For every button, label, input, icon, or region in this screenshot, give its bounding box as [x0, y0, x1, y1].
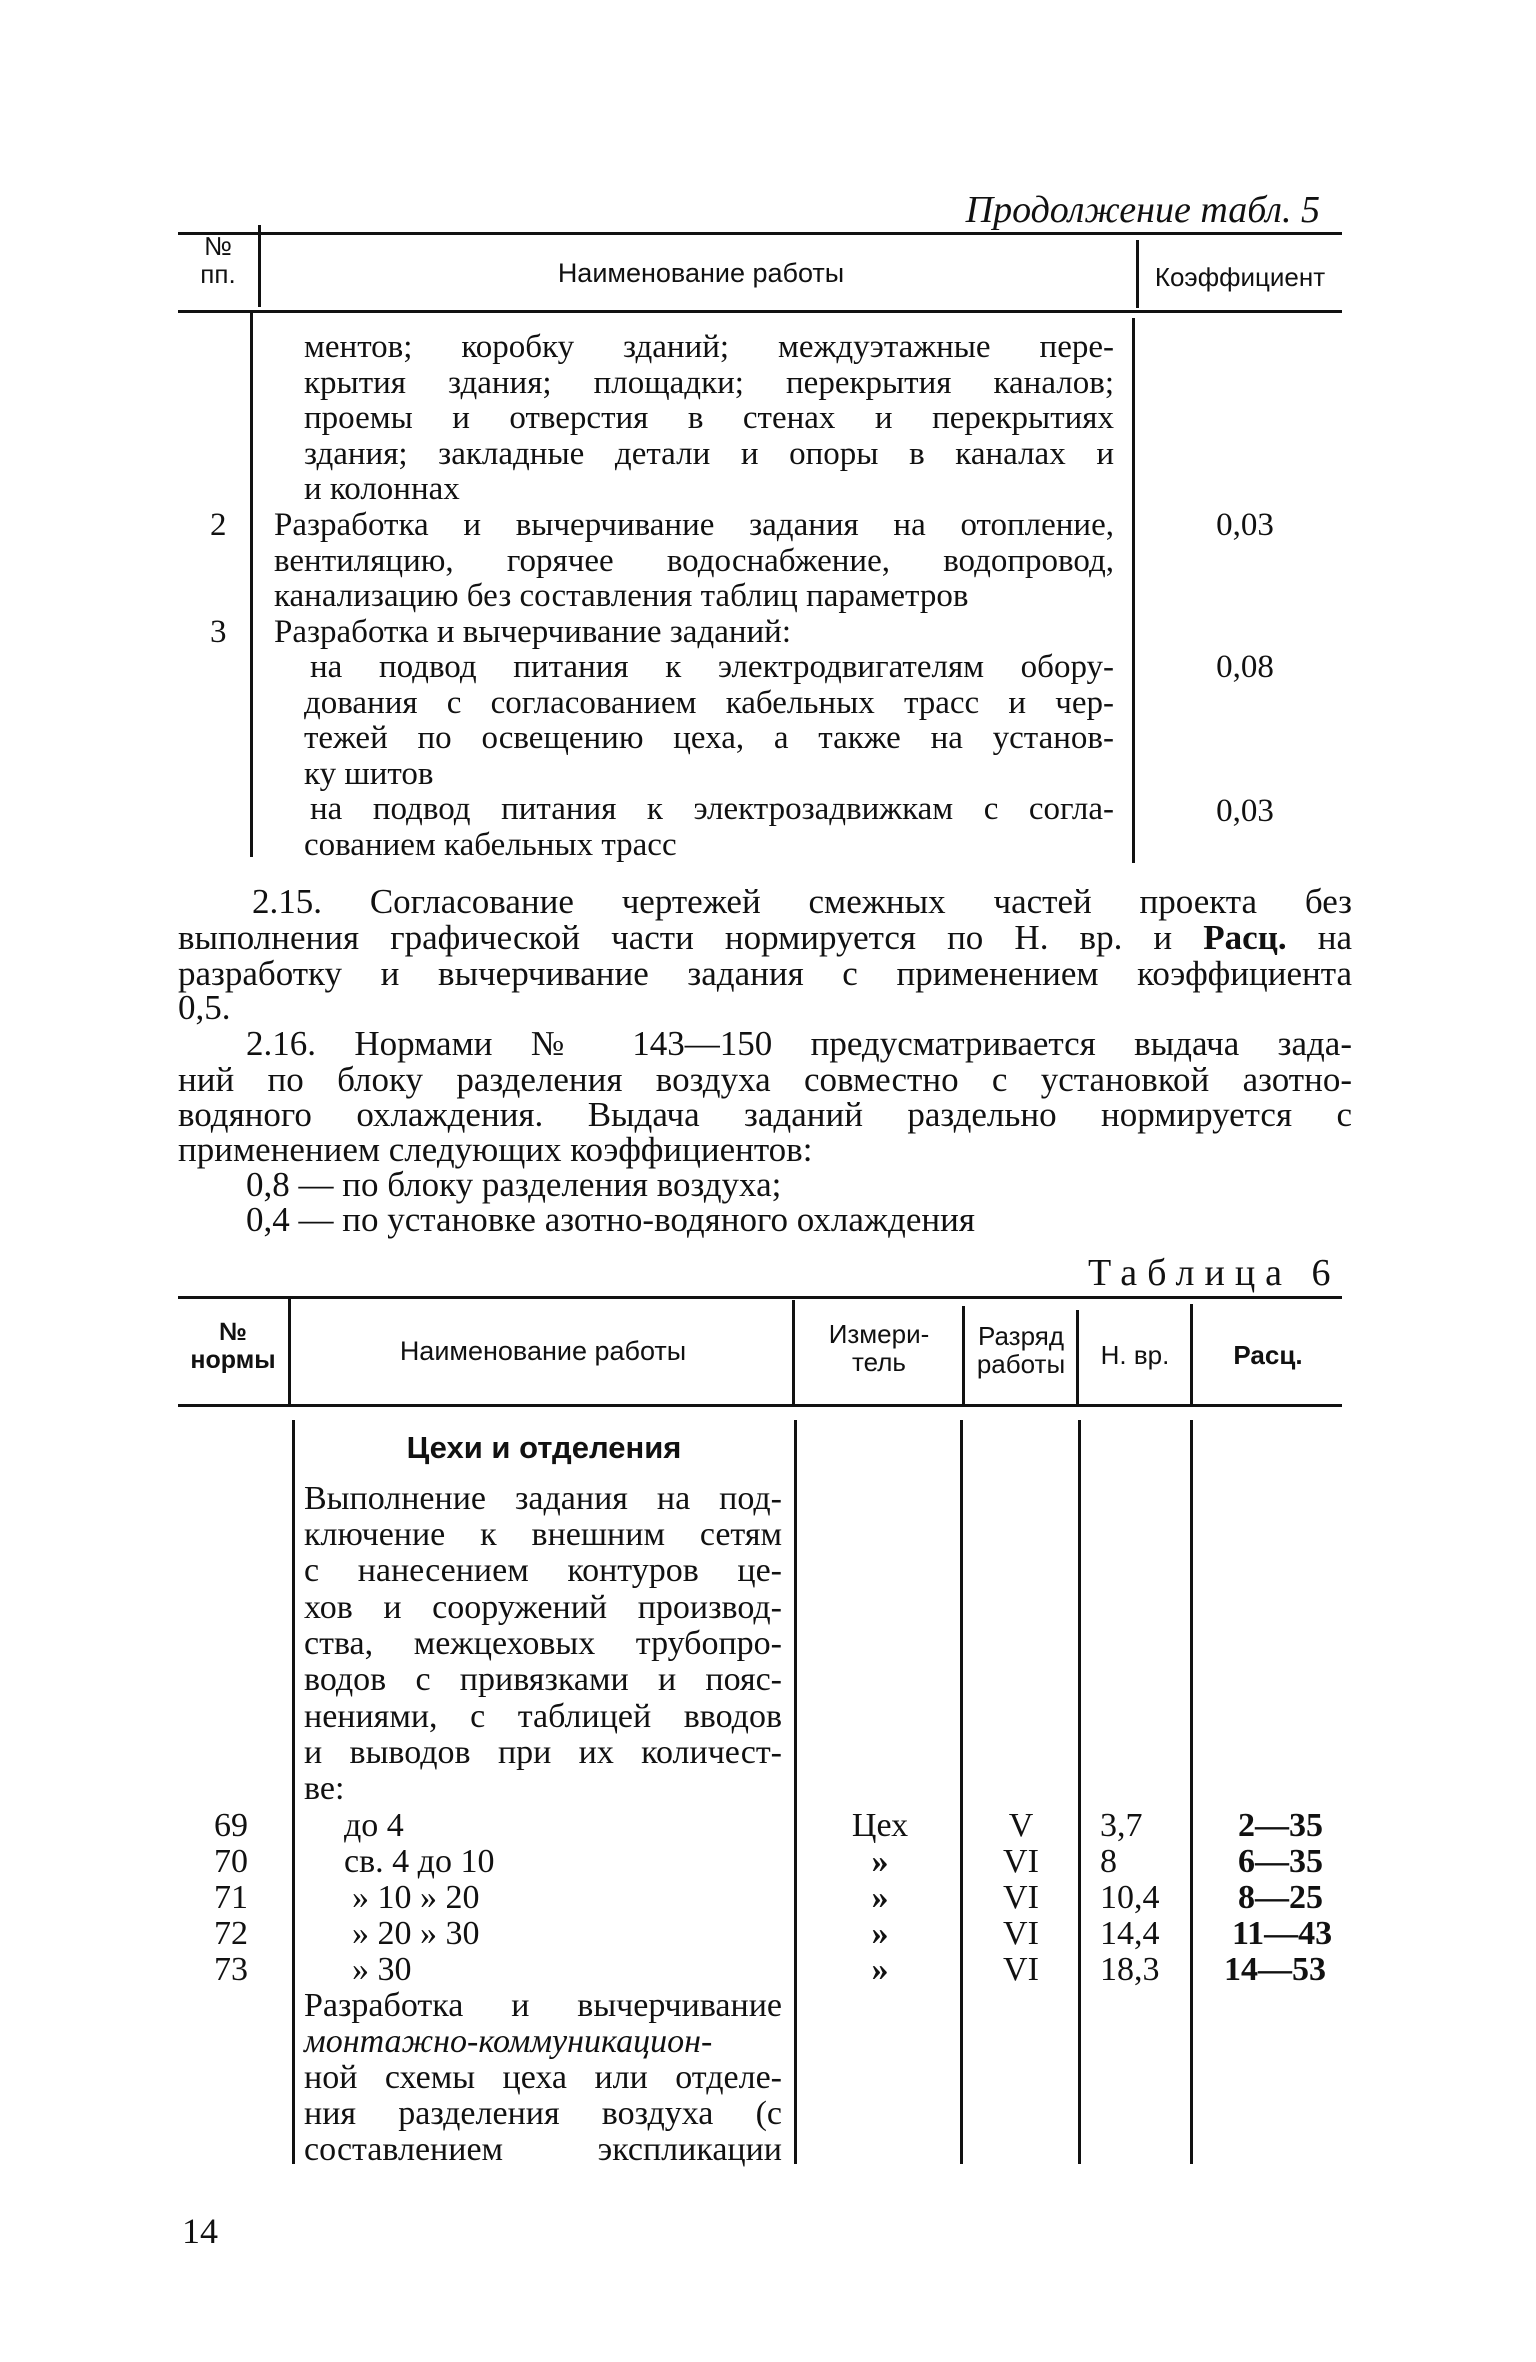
table6-header-num — [178, 1318, 288, 1374]
para-2-15-line-4: 0,5. — [178, 988, 231, 1027]
table6-row-name: св. 4 до 10 — [344, 1843, 495, 1880]
table5-cont-line-3: проемы и отверстия в стенах и перекрытиях — [304, 400, 1114, 436]
table5-col-rule-1b — [250, 312, 253, 857]
table6-row-unit: » — [871, 1915, 889, 1952]
para-2-16-coef-1: 0,8 — по блоку разделения воздуха; — [246, 1165, 782, 1204]
table6-row-num: 72 — [214, 1915, 248, 1952]
table6-row-name: » 30 — [352, 1951, 412, 1988]
table6-tail-line-1: Разработка и вычерчивание — [304, 1987, 782, 2024]
table6-header-unit-line2: тель — [852, 1347, 906, 1377]
table5-row3-num: 3 — [210, 614, 227, 650]
table6-row-unit: » — [871, 1843, 889, 1880]
table6-row-name: » 10 » 20 — [352, 1879, 480, 1916]
table5-header-name: Наименование работы — [557, 258, 845, 288]
para-2-16-line-4: применением следующих коэффициентов: — [178, 1130, 813, 1169]
table6-desc-line-8: и выводов при их количест- — [304, 1734, 782, 1771]
table6-row-hours: 8 — [1100, 1843, 1117, 1880]
table6-tail-line-5: составлением экспликации — [304, 2131, 782, 2168]
table5-header-rule — [178, 310, 1342, 313]
table6-row-grade: VI — [1003, 1879, 1039, 1916]
page-number: 14 — [182, 2211, 218, 2251]
table6-col-rule-3 — [960, 1420, 963, 2164]
table6-hcol-rule-5 — [1190, 1304, 1193, 1404]
table5-row2-num: 2 — [210, 507, 227, 543]
para-2-15-line-2 — [178, 920, 1352, 956]
table5-header-num-line1: № — [204, 231, 232, 261]
table5-header-num — [178, 232, 258, 288]
para-2-15-line-2-text: выполнения графической части нормируется по Н. вр. и — [178, 918, 1204, 957]
table5-row2-line-1: Разработка и вычерчивание задания на отопление, — [274, 507, 1114, 543]
table5-col-rule-1 — [258, 225, 261, 307]
table6-row-price: 11—43 — [1232, 1915, 1333, 1952]
table6-header-unit-line1: Измери- — [828, 1319, 930, 1349]
table6-row-grade: VI — [1003, 1915, 1039, 1952]
table6-row-price: 6—35 — [1238, 1843, 1323, 1880]
table5-row2-coef: 0,03 — [1216, 507, 1274, 543]
table6-col-rule-5 — [1190, 1420, 1193, 2164]
table6-header-grade-line1: Разряд — [978, 1321, 1064, 1351]
table5-cont-line-4: здания; закладные детали и опоры в каналах и — [304, 436, 1114, 472]
table6-header-price: Расц. — [1233, 1340, 1303, 1370]
table6-row-name: до 4 — [344, 1807, 404, 1844]
table6-hcol-rule-4 — [1076, 1310, 1079, 1404]
table5-row3-sub1-coef: 0,08 — [1216, 649, 1274, 685]
table6-row-hours: 10,4 — [1100, 1879, 1160, 1916]
table6-col-rule-2 — [794, 1420, 797, 2164]
table6-desc-line-4: хов и сооружений производ- — [304, 1589, 782, 1626]
table6-desc-line-7: нениями, с таблицей вводов — [304, 1698, 782, 1735]
para-2-16-line-1: 2.16. Нормами № 143—150 предусматривается выдача зада- — [246, 1024, 1352, 1063]
table6-desc-line-5: ства, межцеховых трубопро- — [304, 1625, 782, 1662]
para-2-15-line-2-end: на — [1286, 918, 1352, 957]
table5-header-num-line2: пп. — [200, 259, 236, 289]
table6-hcol-rule-2 — [792, 1300, 795, 1404]
table5-top-rule — [178, 232, 1342, 235]
table5-header-coef: Коэффициент — [1154, 262, 1326, 292]
table6-row-unit: Цех — [851, 1807, 909, 1844]
table6-hcol-rule-3 — [962, 1306, 965, 1404]
table6-desc-line-3: с нанесением контуров це- — [304, 1552, 782, 1589]
table6-desc-line-6: водов с привязками и пояс- — [304, 1661, 782, 1698]
table6-row-num: 70 — [214, 1843, 248, 1880]
table6-row-unit: » — [871, 1879, 889, 1916]
table6-header-name: Наименование работы — [399, 1336, 687, 1366]
table6-header-num-line2: нормы — [190, 1346, 276, 1374]
para-2-15-line-2-bold: Расц. — [1203, 918, 1287, 957]
table5-row3-sub1-line-4: ку шитов — [304, 756, 434, 792]
table5-col-rule-2 — [1136, 240, 1139, 308]
table6-header-num-line1: № — [219, 1318, 247, 1346]
table6-hcol-rule-1 — [288, 1296, 291, 1404]
table5-row3-sub1-line-2: дования с согласованием кабельных трасс и чер- — [304, 685, 1114, 721]
para-2-16-line-2: ний по блоку разделения воздуха совместно с установкой азотно- — [178, 1060, 1352, 1099]
table6-desc-line-9: ве: — [304, 1770, 345, 1807]
table5-row3-sub2-coef: 0,03 — [1216, 793, 1274, 829]
table6-header-rule — [178, 1404, 1342, 1407]
table6-row-grade: VI — [1003, 1843, 1039, 1880]
table6-header-grade — [966, 1322, 1076, 1378]
table6-top-rule — [178, 1296, 1342, 1299]
table6-header-unit — [796, 1320, 962, 1376]
table5-cont-line-5: и колоннах — [304, 471, 460, 507]
para-2-15-line-3: разработку и вычерчивание задания с применением коэффициента — [178, 954, 1352, 993]
table6-row-num: 69 — [214, 1807, 248, 1844]
table6-row-price: 2—35 — [1238, 1807, 1323, 1844]
table6-tail-line-3: ной схемы цеха или отделе- — [304, 2059, 782, 2096]
table5-continuation-title: Продолжение табл. 5 — [965, 189, 1320, 231]
table5-row3-title: Разработка и вычерчивание заданий: — [274, 614, 792, 650]
table6-row-hours: 3,7 — [1100, 1807, 1143, 1844]
table5-row2-line-3: канализацию без составления таблиц параметров — [274, 578, 969, 614]
table5-row3-sub2-line-2: сованием кабельных трасс — [304, 827, 677, 863]
table6-header-grade-line2: работы — [976, 1349, 1066, 1379]
table6-section-title: Цехи и отделения — [406, 1430, 682, 1465]
table6-row-price: 8—25 — [1238, 1879, 1323, 1916]
table5-cont-line-1: ментов; коробку зданий; междуэтажные пере- — [304, 329, 1114, 365]
table6-row-hours: 14,4 — [1100, 1915, 1160, 1952]
table6-tail-line-2: монтажно-коммуникацион- — [304, 2023, 713, 2060]
table6-desc-line-1: Выполнение задания на под- — [304, 1480, 782, 1517]
table6-title: Таблица 6 — [1088, 1252, 1341, 1294]
table6-row-grade: V — [1008, 1807, 1034, 1844]
table6-row-price: 14—53 — [1224, 1951, 1326, 1988]
table6-row-num: 71 — [214, 1879, 248, 1916]
table5-col-rule-2b — [1132, 318, 1135, 863]
table5-row3-sub2-line-1: на подвод питания к электрозадвижкам с согла- — [310, 791, 1114, 827]
para-2-15-line-1: 2.15. Согласование чертежей смежных частей проекта без — [252, 882, 1352, 921]
table6-row-name: » 20 » 30 — [352, 1915, 480, 1952]
table6-col-rule-4 — [1078, 1420, 1081, 2164]
table6-row-unit: » — [871, 1951, 889, 1988]
table5-cont-line-2: крытия здания; площадки; перекрытия каналов; — [304, 365, 1114, 401]
table6-tail-line-4: ния разделения воздуха (с — [304, 2095, 782, 2132]
table5-row2-line-2: вентиляцию, горячее водоснабжение, водопровод, — [274, 543, 1114, 579]
table5-row3-sub1-line-1: на подвод питания к электродвигателям обору- — [310, 649, 1114, 685]
table6-header-hours: Н. вр. — [1100, 1340, 1170, 1370]
table6-row-grade: VI — [1003, 1951, 1039, 1988]
table6-col-rule-1 — [292, 1420, 295, 2164]
table6-desc-line-2: ключение к внешним сетям — [304, 1516, 782, 1553]
table6-row-hours: 18,3 — [1100, 1951, 1160, 1988]
table5-row3-sub1-line-3: тежей по освещению цеха, а также на установ- — [304, 720, 1114, 756]
table6-row-num: 73 — [214, 1951, 248, 1988]
para-2-16-coef-2: 0,4 — по установке азотно-водяного охлаждения — [246, 1200, 975, 1239]
para-2-16-line-3: водяного охлаждения. Выдача заданий раздельно нормируется с — [178, 1095, 1352, 1134]
